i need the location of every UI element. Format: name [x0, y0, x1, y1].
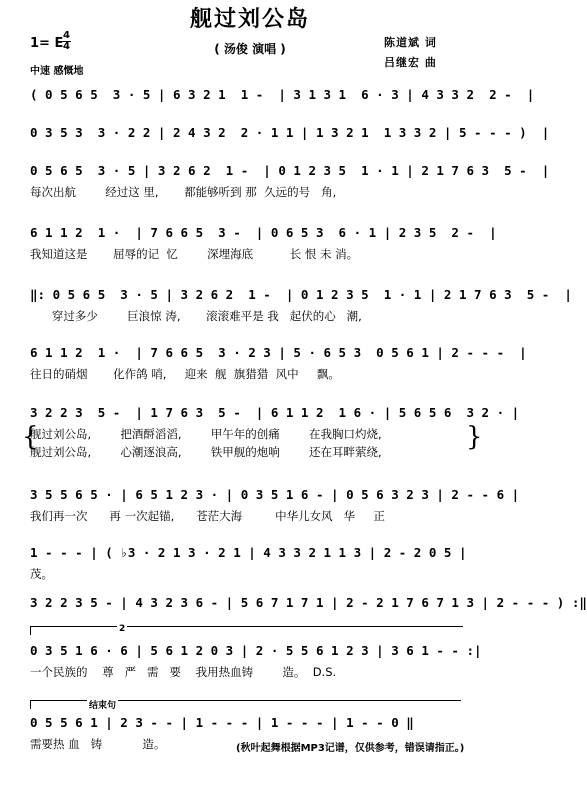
time-signature — [62, 31, 71, 52]
lyric-line: 往日的硝烟 化作鸽 哨, 迎来 舰 旗猎猎 风中 飘。 — [30, 367, 340, 381]
lyric-line-verse-1: 舰过刘公岛, 把酒酹滔滔, 甲午年的创痛 在我胸口灼烧, — [30, 427, 382, 441]
key-signature: 1= E — [30, 36, 64, 51]
lyric-line: 需要热 血 铸 造。 — [30, 737, 166, 751]
notation-line: 0 3 5 1 6 · 6 | 5 6 1 2 0 3 | 2 · 5 5 6 1 2 3 | 3 6 1 - - :| — [30, 643, 482, 658]
coda-label: 结束句 — [87, 698, 118, 711]
lyric-line: 每次出航 经过这 里, 都能够听到 那 久远的号 角, — [30, 185, 337, 199]
footer-note: (秋叶起舞根据MP3记谱，仅供参考，错误请指正。) — [236, 743, 465, 754]
lyric-line-verse-2: 舰过刘公岛, 心潮逐浪高, 铁甲舰的炮响 还在耳畔萦绕, — [30, 445, 382, 459]
verse-brace-right: } — [466, 422, 483, 452]
meter-bottom: 4 — [63, 41, 70, 52]
lyricist-credit: 陈道斌 词 — [384, 36, 437, 49]
lyric-line: 穿过多少 巨浪惊 涛, 滚滚难平是 我 起伏的心 潮, — [30, 309, 362, 323]
meter-top: 4 — [63, 30, 70, 41]
notation-line: ‖: 0 5 6 5 3 · 5 | 3 2 6 2 1 - | 0 1 2 3 5 1 · 1 | 2 1 7 6 3 5 - | — [30, 287, 572, 302]
volta-bracket — [30, 626, 463, 635]
volta-number: 2 — [119, 624, 126, 634]
verse-brace: { — [22, 422, 39, 452]
lyric-line: 一个民族的 尊 严 需 要 我用热血铸 造。 D.S. — [30, 665, 337, 679]
notation-line: ( 0 5 6 5 3 · 5 | 6 3 2 1 1 - | 3 1 3 1 6 · 3 | 4 3 3 2 2 - | — [30, 87, 535, 102]
notation-line: 0 3 5 3 3 · 2 2 | 2 4 3 2 2 · 1 1 | 1 3 2 1 1 3 3 2 | 5 - - - ) | — [30, 125, 550, 140]
notation-line: 3 2 2 3 5 - | 4 3 2 3 6 - | 5 6 7 1 7 1 | 2 - 2 1 7 6 7 1 3 | 2 - - - ) :‖ — [30, 595, 587, 610]
song-title: 舰过刘公岛 — [189, 6, 310, 32]
notation-line: 3 5 5 6 5 · | 6 5 1 2 3 · | 0 3 5 1 6 - | 0 5 6 3 2 3 | 2 - - 6 | — [30, 487, 520, 502]
lyric-line: 我知道这是 屈辱的记 忆 深埋海底 长 恨 未 消。 — [30, 247, 359, 261]
notation-line: 3 2 2 3 5 - | 1 7 6 3 5 - | 6 1 1 2 1 6 · | 5 6 5 6 3 2 · | — [30, 405, 520, 420]
notation-line: 6 1 1 2 1 · | 7 6 6 5 3 · 2 3 | 5 · 6 5 3 0 5 6 1 | 2 - - - | — [30, 345, 527, 360]
notation-line: 1 - - - | ( ♭3 · 2 1 3 · 2 1 | 4 3 3 2 1 1 3 | 2 - 2 0 5 | — [30, 545, 467, 560]
tempo-marking: 中速 感慨地 — [30, 66, 84, 77]
singer-line: ( 汤俊 演唱 ) — [214, 42, 286, 56]
notation-line: 0 5 5 6 1 | 2 3 - - | 1 - - - | 1 - - - | 1 - - 0 ‖ — [30, 715, 414, 730]
lyric-line: 茂。 — [30, 567, 53, 581]
lyric-line: 我们再一次 再 一次起锚, 苍茫大海 中华儿女风 华 正 — [30, 509, 385, 523]
composer-credit: 吕继宏 曲 — [384, 56, 437, 69]
notation-line: 0 5 6 5 3 · 5 | 3 2 6 2 1 - | 0 1 2 3 5 1 · 1 | 2 1 7 6 3 5 - | — [30, 163, 550, 178]
coda-bracket — [30, 700, 461, 709]
notation-line: 6 1 1 2 1 · | 7 6 6 5 3 - | 0 6 5 3 6 · 1 | 2 3 5 2 - | — [30, 225, 497, 240]
